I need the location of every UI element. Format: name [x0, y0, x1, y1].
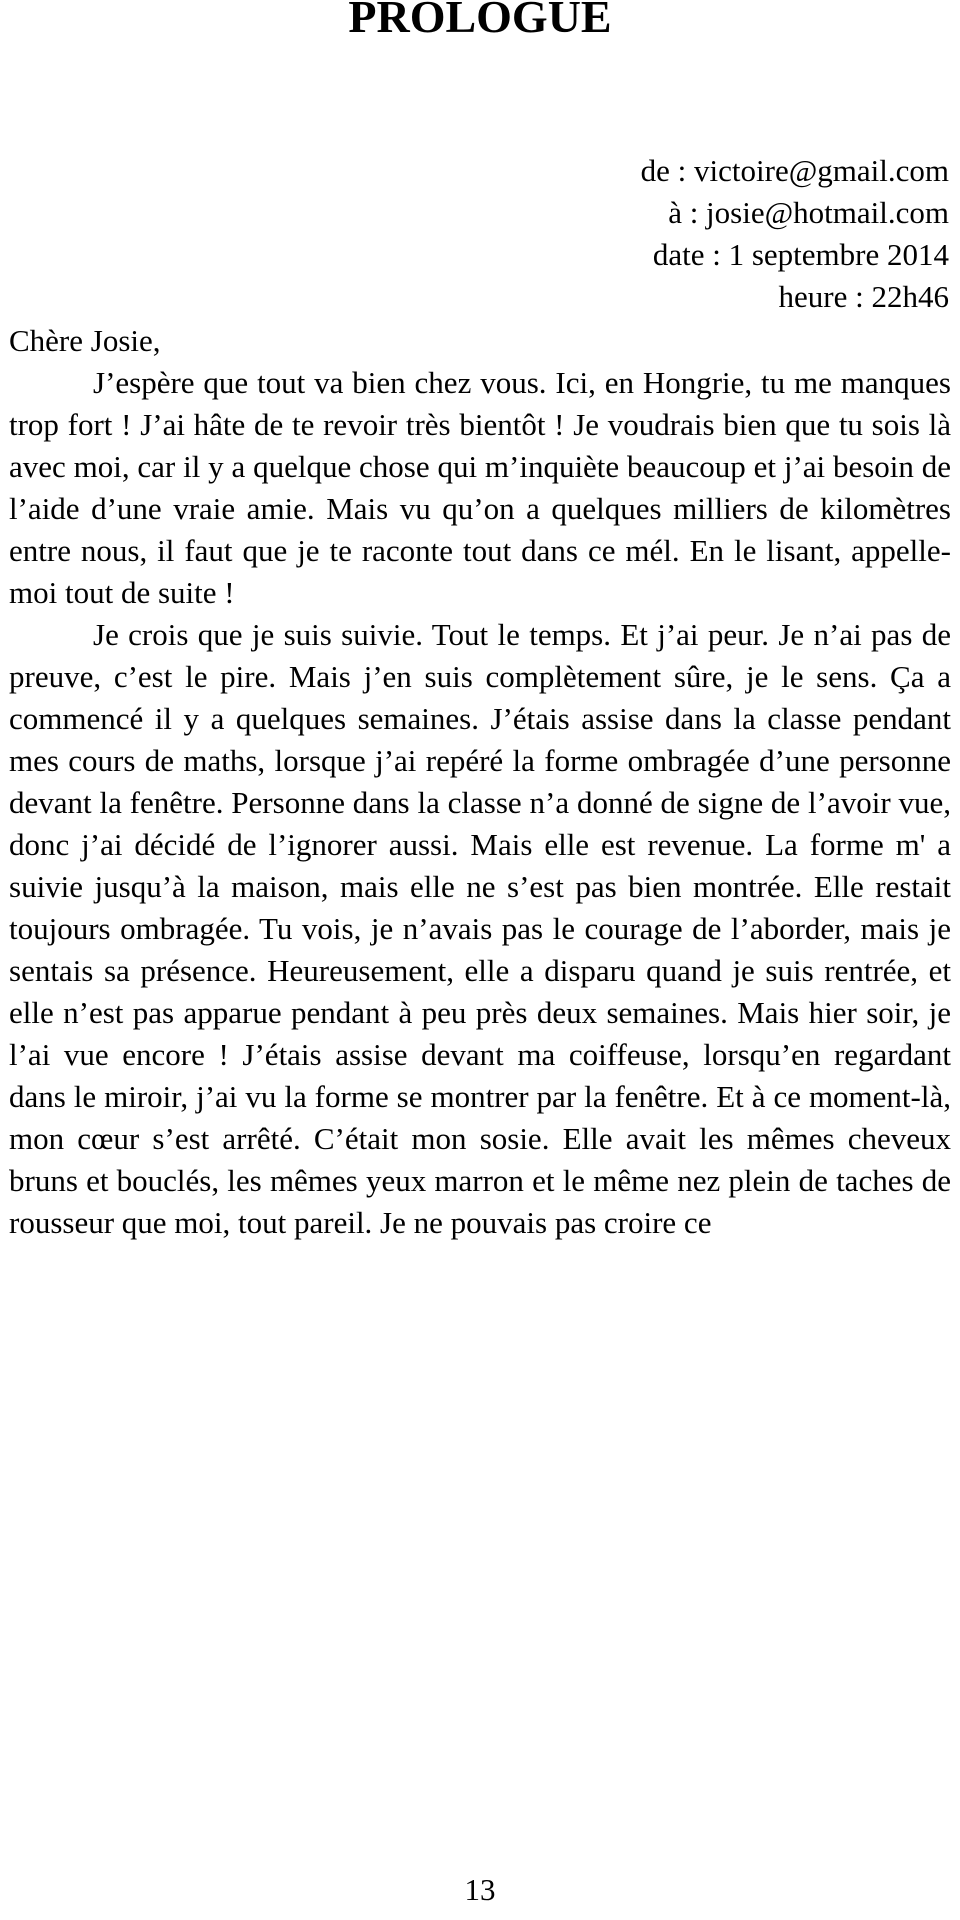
paragraph-1: J’espère que tout va bien chez vous. Ici, en Hongrie, tu me manques trop fort ! J’ai hâte de te revoir très bientôt ! Je voudrais bien que tu sois là avec moi, car il y a quelque chose qui m’inquiète beaucoup et j’ai besoin de l’aide d’une vraie amie. Mais vu qu’on a quelques milliers de kilomètres entre nous, il faut que je te raconte tout dans ce mél. En le lisant, appelle-moi tout de suite ! [9, 365, 951, 610]
email-to: à : josie@hotmail.com [668, 195, 949, 230]
paragraph-2: Je crois que je suis suivie. Tout le temps. Et j’ai peur. Je n’ai pas de preuve, c’est le pire. Mais j’en suis complètement sûre, je le sens. Ça a commencé il y a quelques semaines. J’étais assise dans la classe pendant mes cours de maths, lorsque j’ai repéré la forme ombragée d’une personne devant la fenêtre. Personne dans la classe n’a donné de signe de l’avoir vue, donc j’ai décidé de l’ignorer aussi. Mais elle est revenue. La forme m' a suivie jusqu’à la maison, mais elle ne s’est pas bien montrée. Elle restait toujours ombragée. Tu vois, je n’avais pas le courage de l’aborder, mais je sentais sa présence. Heureusement, elle a disparu quand je suis rentrée, et elle n’est pas apparue pendant à peu près deux semaines. Mais hier soir, je l’ai vue encore ! J’étais assise devant ma coiffeuse, lorsqu’en regardant dans le miroir, j’ai vu la forme se montrer par la fenêtre. Et à ce moment-là, mon cœur s’est arrêté. C’était mon sosie. Elle avait les mêmes cheveux bruns et bouclés, les mêmes yeux marron et le même nez plein de taches de rousseur que moi, tout pareil. Je ne pouvais pas croire ce [9, 617, 951, 1240]
greeting: Chère Josie, [9, 323, 161, 358]
email-time: heure : 22h46 [778, 279, 949, 314]
page-number: 13 [464, 1872, 496, 1907]
email-from: de : victoire@gmail.com [640, 153, 949, 188]
letter-body [9, 320, 951, 1244]
email-header [641, 150, 949, 318]
email-date: date : 1 septembre 2014 [652, 237, 949, 272]
page-title: PROLOGUE [348, 0, 612, 42]
